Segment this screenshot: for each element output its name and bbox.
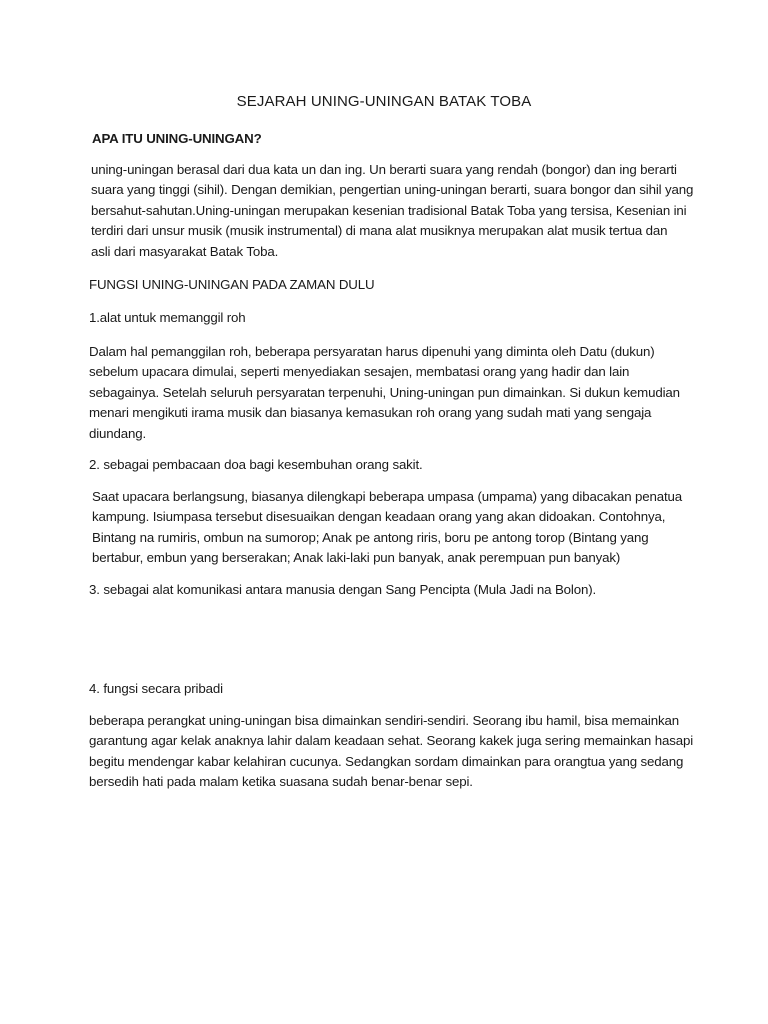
item4-paragraph bbox=[89, 711, 694, 793]
item2-paragraph bbox=[92, 487, 692, 569]
document-title: SEJARAH UNING-UNINGAN BATAK TOBA bbox=[236, 93, 532, 110]
intro-line: bersahut-sahutan.Uning-uningan merupakan kesenian tradisional Batak Toba yang tersisa, Kesenian ini bbox=[91, 202, 687, 218]
intro-line: suara yang tinggi (sihil). Dengan demikian, pengertian uning-uningan berarti, suara bongor dan sihil yang bbox=[91, 182, 694, 198]
item1-line: diundang. bbox=[89, 425, 147, 441]
item1-paragraph bbox=[89, 342, 689, 444]
item2-line: Saat upacara berlangsung, biasanya dilengkapi beberapa umpasa (umpama) yang dibacakan penatua bbox=[92, 489, 683, 504]
item2-line: kampung. Isiumpasa tersebut disesuaikan dengan keadaan orang yang akan didoakan. Contohnya, bbox=[92, 509, 666, 525]
intro-line: uning-uningan berasal dari dua kata un dan ing. Un berarti suara yang rendah (bongor) dan ing berarti bbox=[91, 162, 677, 177]
item4-line: garantung agar kelak anaknya lahir dalam keadaan sehat. Seorang kakek juga sering memainkan hasapi bbox=[89, 733, 694, 749]
heading-function: FUNGSI UNING-UNINGAN PADA ZAMAN DULU bbox=[89, 277, 375, 292]
item4-title: 4. fungsi secara pribadi bbox=[89, 681, 223, 696]
heading-what-is: APA ITU UNING-UNINGAN? bbox=[92, 131, 262, 146]
item4-line: beberapa perangkat uning-uningan bisa dimainkan sendiri-sendiri. Seorang ibu hamil, bisa memainkan bbox=[89, 713, 679, 728]
item1-line: Dalam hal pemanggilan roh, beberapa persyaratan harus dipenuhi yang diminta oleh Datu (dukun) bbox=[89, 344, 655, 359]
item1-line: sebagainya. Setelah seluruh persyaratan terpenuhi, Uning-uningan pun dimainkan. Si dukun kemudian bbox=[89, 384, 680, 400]
item2-line: bertabur, embun yang berserakan; Anak laki-laki pun banyak, anak perempuan pun banyak) bbox=[92, 550, 621, 566]
intro-line: asli dari masyarakat Batak Toba. bbox=[91, 243, 279, 259]
item1-line: sebelum upacara dimulai, seperti menyediakan sesajen, membatasi orang yang hadir dan lain bbox=[89, 364, 630, 380]
item1-title: 1.alat untuk memanggil roh bbox=[89, 310, 246, 325]
item4-line: begitu mendengar kabar kelahiran cucunya. Sedangkan sordam dimainkan para orangtua yang sedang bbox=[89, 753, 684, 769]
intro-line: terdiri dari unsur musik (musik instrumental) di mana alat musiknya merupakan alat musik tertua dan bbox=[91, 223, 668, 239]
item2-line: Bintang na rumiris, ombun na sumorop; Anak pe antong riris, boru pe antong torop (Bintang yang bbox=[92, 529, 649, 545]
item2-title: 2. sebagai pembacaan doa bagi kesembuhan orang sakit. bbox=[89, 457, 423, 472]
item1-line: menari mengikuti irama musik dan biasanya kemasukan roh orang yang sudah mati yang sengaja bbox=[89, 405, 652, 421]
item4-line: bersedih hati pada malam ketika suasana sudah benar-benar sepi. bbox=[89, 774, 473, 790]
item3-title: 3. sebagai alat komunikasi antara manusia dengan Sang Pencipta (Mula Jadi na Bolon). bbox=[89, 582, 597, 597]
intro-paragraph bbox=[91, 160, 694, 262]
